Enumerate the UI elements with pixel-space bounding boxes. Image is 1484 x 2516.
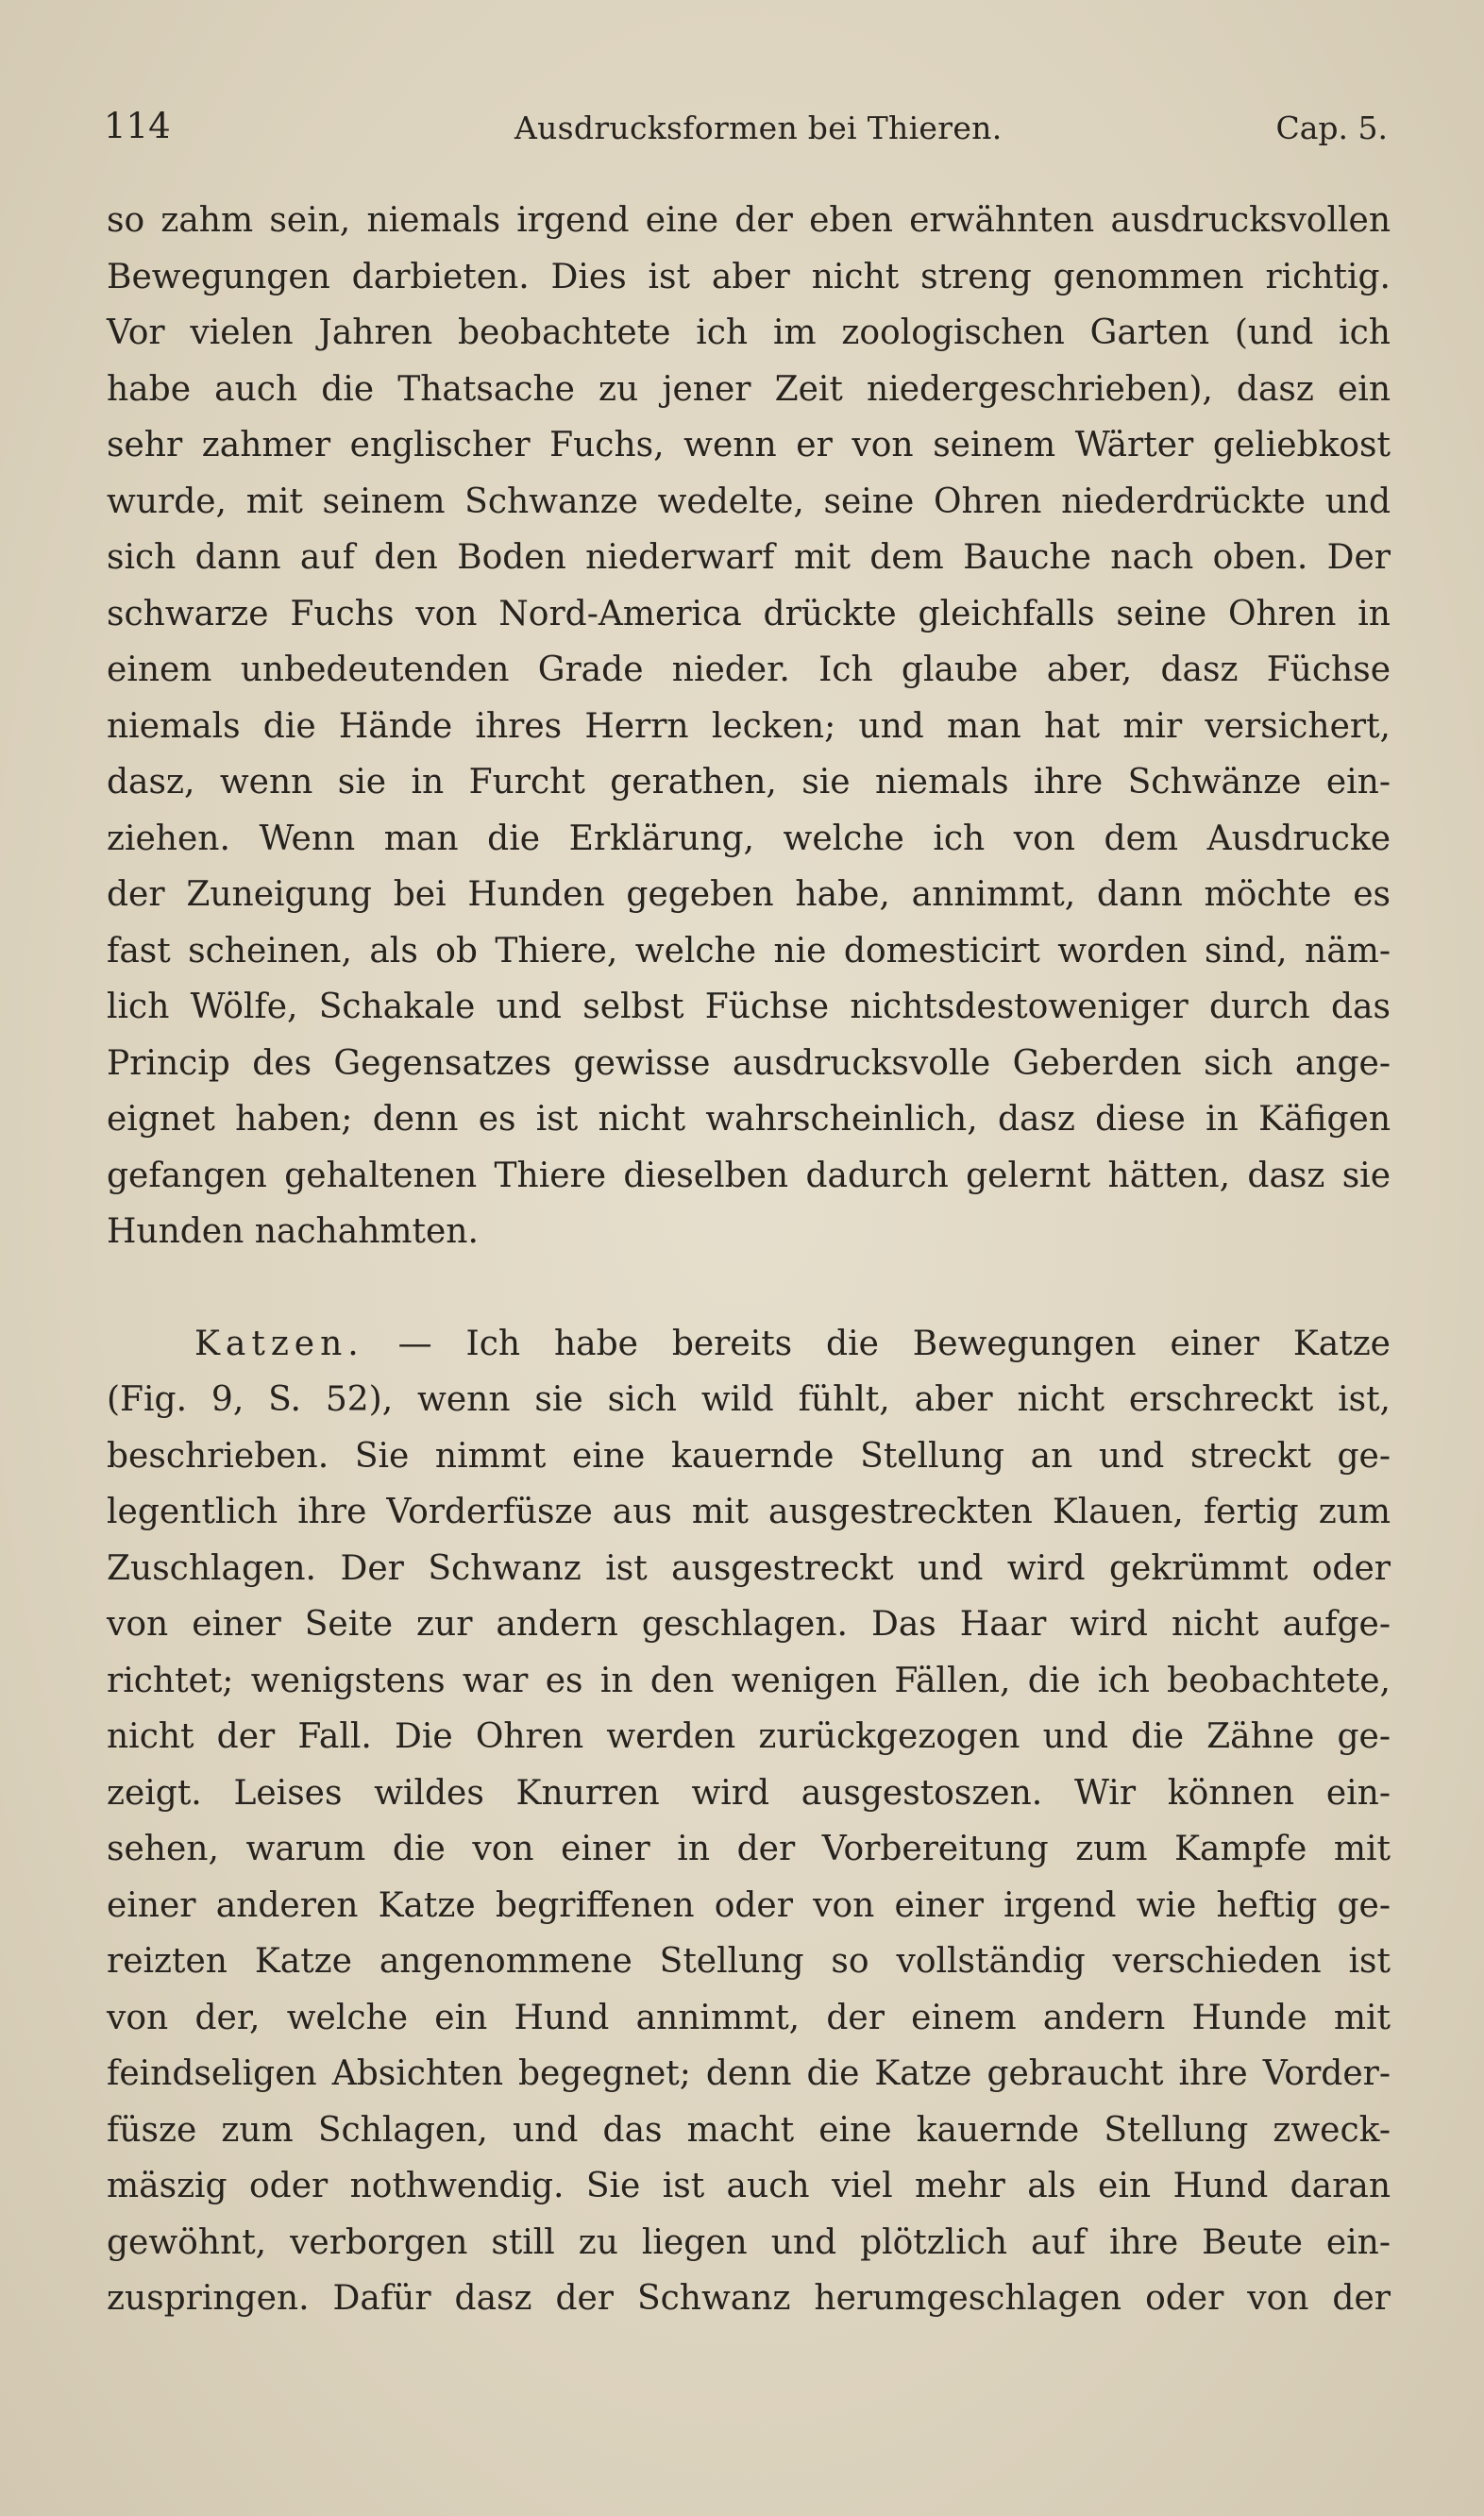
text-line: zeigt. Leises wildes Knurren wird ausgestoszen. Wir können ein- [107, 1773, 1391, 1813]
text-line-rest: — Ich habe bereits die Bewegungen einer Katze [363, 1324, 1391, 1363]
text-line: ziehen. Wenn man die Erklärung, welche ich von dem Ausdrucke [107, 819, 1391, 858]
text-line: der Zuneigung bei Hunden gegeben habe, annimmt, dann möchte es [107, 875, 1391, 914]
text-line: dasz, wenn sie in Furcht gerathen, sie niemals ihre Schwänze ein- [107, 763, 1391, 802]
text-line: (Fig. 9, S. 52), wenn sie sich wild fühlt, aber nicht erschreckt ist, [107, 1380, 1391, 1419]
text-line: eignet haben; denn es ist nicht wahrscheinlich, dasz diese in Käfigen [107, 1100, 1391, 1139]
text-line-with-lead [107, 1316, 1391, 1373]
text-line: legentlich ihre Vorderfüsze aus mit ausgestreckten Klauen, fertig zum [107, 1493, 1391, 1531]
section-lead: Katzen. [194, 1324, 364, 1363]
text-line: zuspringen. Dafür dasz der Schwanz herumgeschlagen oder von der [107, 2279, 1391, 2318]
paragraph-foxes [107, 193, 1391, 1260]
text-line: reizten Katze angenommene Stellung so vollständig verschieden ist [107, 1942, 1391, 1981]
text-line: sehen, warum die von einer in der Vorbereitung zum Kampfe mit [107, 1830, 1391, 1868]
text-line: sehr zahmer englischer Fuchs, wenn er von seinem Wärter geliebkost [107, 426, 1391, 464]
text-line: sich dann auf den Boden niederwarf mit dem Bauche nach oben. Der [107, 538, 1391, 577]
body-text [107, 193, 1391, 2327]
text-line: wurde, mit seinem Schwanze wedelte, seine Ohren niederdrückte und [107, 481, 1391, 521]
text-line: Vor vielen Jahren beobachtete ich im zoologischen Garten (und ich [107, 313, 1391, 352]
text-line: beschrieben. Sie nimmt eine kauernde Stellung an und streckt ge- [107, 1436, 1391, 1476]
text-line: gefangen gehaltenen Thiere dieselben dadurch gelernt hätten, dasz sie [107, 1156, 1391, 1195]
paragraph-gap [107, 1260, 1391, 1316]
chapter-reference: Cap. 5. [1275, 110, 1388, 146]
text-line: von der, welche ein Hund annimmt, der einem andern Hunde mit [107, 1998, 1391, 2037]
text-line: einer anderen Katze begriffenen oder von einer irgend wie heftig ge- [107, 1885, 1391, 1925]
text-line: mäszig oder nothwendig. Sie ist auch viel mehr als ein Hund daran [107, 2167, 1391, 2205]
text-line: so zahm sein, niemals irgend eine der eben erwähnten ausdrucksvollen [107, 201, 1391, 240]
text-line: Hunden nachahmten. [107, 1212, 479, 1251]
text-line: richtet; wenigstens war es in den wenigen Fällen, die ich beobachtete, [107, 1661, 1391, 1700]
running-title: Ausdrucksformen bei Thieren. [514, 110, 1003, 146]
text-line: fast scheinen, als ob Thiere, welche nie domesticirt worden sind, näm- [107, 931, 1391, 971]
text-line: feindseligen Absichten begegnet; denn die Katze gebraucht ihre Vorder- [107, 2054, 1391, 2093]
text-line: habe auch die Thatsache zu jener Zeit niedergeschrieben), dasz ein [107, 369, 1391, 409]
text-line: Princip des Gegensatzes gewisse ausdrucksvolle Geberden sich ange- [107, 1043, 1391, 1083]
paragraph-cats [107, 1316, 1391, 2327]
text-line: nicht der Fall. Die Ohren werden zurückgezogen und die Zähne ge- [107, 1717, 1391, 1756]
text-line: von einer Seite zur andern geschlagen. Das Haar wird nicht aufge- [107, 1605, 1391, 1644]
text-line: gewöhnt, verborgen still zu liegen und plötzlich auf ihre Beute ein- [107, 2222, 1391, 2262]
page-number: 114 [104, 106, 171, 146]
text-line: Bewegungen darbieten. Dies ist aber nicht streng genommen richtig. [107, 257, 1391, 296]
text-line: einem unbedeutenden Grade nieder. Ich glaube aber, dasz Füchse [107, 650, 1391, 689]
text-line: schwarze Fuchs von Nord-America drückte gleichfalls seine Ohren in [107, 594, 1391, 633]
text-line: Zuschlagen. Der Schwanz ist ausgestreckt und wird gekrümmt oder [107, 1548, 1391, 1588]
running-head [104, 106, 1388, 153]
text-line: füsze zum Schlagen, und das macht eine kauernde Stellung zweck- [107, 2110, 1391, 2150]
text-line: lich Wölfe, Schakale und selbst Füchse nichtsdestoweniger durch das [107, 988, 1391, 1026]
text-line: niemals die Hände ihres Herrn lecken; und man hat mir versichert, [107, 706, 1391, 746]
